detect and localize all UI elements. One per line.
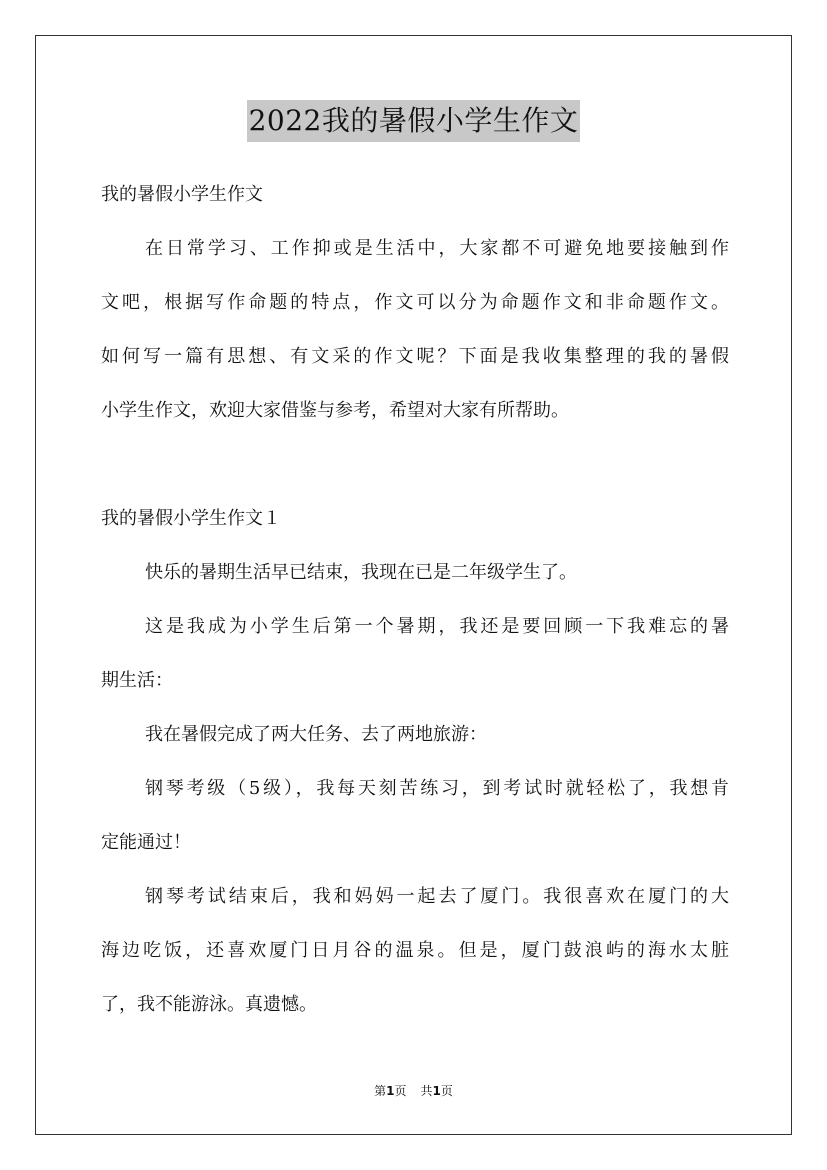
page-footer — [0, 1082, 827, 1099]
page-prefix: 第 — [374, 1084, 387, 1098]
text-line: 了，我不能游泳。真遗憾。 — [101, 994, 317, 1015]
text-line: 我的暑假小学生作文 — [101, 184, 263, 205]
text-line: 钢琴考试结束后，我和妈妈一起去了厦门。我很喜欢在厦门的大 — [145, 886, 729, 907]
text-line: 钢琴考级（5级），我每天刻苦练习，到考试时就轻松了，我想肯 — [145, 778, 729, 799]
text-line: 快乐的暑期生活早已结束，我现在已是二年级学生了。 — [145, 562, 577, 583]
document-body — [101, 168, 729, 1032]
text-line: 在日常学习、工作抑或是生活中，大家都不可避免地要接触到作 — [145, 238, 729, 259]
text-line: 小学生作文，欢迎大家借鉴与参考，希望对大家有所帮助。 — [101, 400, 569, 421]
text-line: 我的暑假小学生作文１ — [101, 508, 281, 529]
text-line: 期生活： — [101, 670, 173, 691]
text-line: 如何写一篇有思想、有文采的作文呢？下面是我收集整理的我的暑假 — [101, 346, 729, 367]
title-container — [0, 100, 827, 142]
text-line: 这是我成为小学生后第一个暑期，我还是要回顾一下我难忘的暑 — [145, 616, 729, 637]
total-suffix: 页 — [440, 1084, 453, 1098]
total-prefix: 共 — [420, 1084, 433, 1098]
text-line: 文吧，根据写作命题的特点，作文可以分为命题作文和非命题作文。 — [101, 292, 729, 313]
paragraph-gap — [101, 438, 729, 492]
text-line: 海边吃饭，还喜欢厦门日月谷的温泉。但是，厦门鼓浪屿的海水太脏 — [101, 940, 729, 961]
page-number: 1 — [386, 1084, 395, 1098]
document-title: 2022我的暑假小学生作文 — [247, 100, 581, 142]
text-line: 定能通过！ — [101, 832, 191, 853]
text-line: 我在暑假完成了两大任务、去了两地旅游： — [145, 724, 487, 745]
total-pages: 1 — [432, 1084, 441, 1098]
page-suffix: 页 — [394, 1084, 407, 1098]
